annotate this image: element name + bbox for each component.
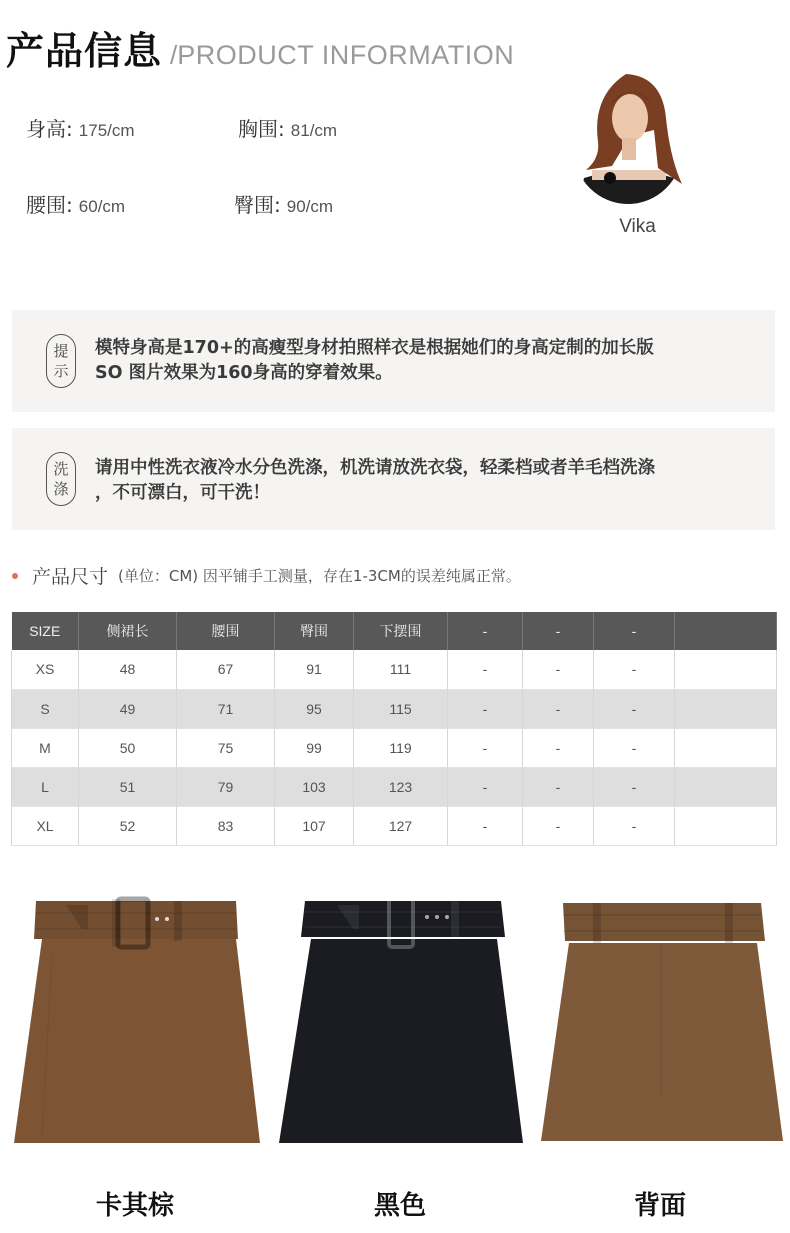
table-cell: - bbox=[523, 767, 594, 806]
table-cell: - bbox=[448, 650, 523, 689]
product-label-back: 背面 bbox=[633, 1191, 686, 1221]
table-cell: 67 bbox=[177, 650, 275, 689]
bust-value: 81/cm bbox=[290, 121, 338, 140]
table-cell: - bbox=[523, 806, 594, 845]
table-cell: 52 bbox=[79, 806, 177, 845]
notice-line-2: SO 图片效果为160身高的穿着效果。 bbox=[95, 363, 393, 383]
washing-line-2: ，不可漂白，可干洗！ bbox=[95, 483, 270, 503]
skirt-khaki-image bbox=[12, 895, 262, 1150]
table-cell: XL bbox=[12, 806, 79, 845]
model-hip bbox=[234, 189, 333, 218]
table-row bbox=[12, 806, 777, 845]
table-cell: - bbox=[594, 806, 675, 845]
table-cell: 91 bbox=[275, 650, 354, 689]
table-cell bbox=[675, 689, 777, 728]
table-cell: 123 bbox=[354, 767, 448, 806]
table-cell: 71 bbox=[177, 689, 275, 728]
table-cell: 119 bbox=[354, 728, 448, 767]
table-cell: S bbox=[12, 689, 79, 728]
model-bust bbox=[238, 113, 337, 142]
washing-badge-bottom: 涤 bbox=[53, 480, 69, 498]
header-cell: - bbox=[594, 612, 675, 650]
bust-label: 胸围: bbox=[238, 117, 285, 141]
model-waist bbox=[26, 189, 125, 218]
size-unit-note: (单位：CM) 因平铺手工测量，存在1-3CM的误差纯属正常。 bbox=[118, 567, 521, 585]
table-cell: - bbox=[448, 689, 523, 728]
model-name: Vika bbox=[619, 216, 656, 237]
table-cell: - bbox=[448, 728, 523, 767]
notice-badge-bottom: 示 bbox=[53, 362, 69, 380]
table-row bbox=[12, 689, 777, 728]
notice-text bbox=[95, 336, 775, 386]
waist-label: 腰围: bbox=[26, 193, 73, 217]
table-cell: 95 bbox=[275, 689, 354, 728]
table-cell: - bbox=[448, 767, 523, 806]
header-slash: / bbox=[170, 40, 178, 70]
table-cell: 103 bbox=[275, 767, 354, 806]
height-value: 175/cm bbox=[78, 121, 135, 140]
table-cell: - bbox=[523, 728, 594, 767]
washing-badge-top: 洗 bbox=[53, 460, 69, 478]
skirt-back-image bbox=[535, 895, 785, 1150]
model-height bbox=[26, 113, 135, 142]
skirt-black-image bbox=[275, 895, 525, 1150]
header-cell: SIZE bbox=[12, 612, 79, 650]
table-cell: 50 bbox=[79, 728, 177, 767]
header-cell: 臀围 bbox=[275, 612, 354, 650]
table-cell: 127 bbox=[354, 806, 448, 845]
notice-badge-top: 提 bbox=[53, 342, 69, 360]
table-cell: 115 bbox=[354, 689, 448, 728]
table-cell: - bbox=[594, 650, 675, 689]
notice-line-1: 模特身高是170+的高瘦型身材拍照样衣是根据她们的身高定制的加长版 bbox=[95, 338, 654, 358]
table-cell: L bbox=[12, 767, 79, 806]
table-cell: - bbox=[594, 728, 675, 767]
size-title-text: 产品尺寸 bbox=[32, 566, 109, 588]
table-cell: 48 bbox=[79, 650, 177, 689]
size-table bbox=[11, 612, 777, 846]
table-cell bbox=[675, 806, 777, 845]
table-cell: M bbox=[12, 728, 79, 767]
table-cell: XS bbox=[12, 650, 79, 689]
hip-label: 臀围: bbox=[234, 193, 281, 217]
table-cell: 107 bbox=[275, 806, 354, 845]
header-cell: - bbox=[523, 612, 594, 650]
table-cell: 79 bbox=[177, 767, 275, 806]
header-cell: - bbox=[448, 612, 523, 650]
table-row bbox=[12, 767, 777, 806]
table-cell: 83 bbox=[177, 806, 275, 845]
size-table-header bbox=[12, 612, 777, 650]
table-cell: - bbox=[594, 767, 675, 806]
notice-badge bbox=[46, 334, 76, 388]
waist-value: 60/cm bbox=[78, 197, 126, 216]
bullet-dot-icon bbox=[12, 573, 18, 579]
product-label-black: 黑色 bbox=[373, 1191, 426, 1221]
table-cell: - bbox=[523, 650, 594, 689]
header-title-en: PRODUCT INFORMATION bbox=[177, 40, 515, 70]
header-cell: 下摆围 bbox=[354, 612, 448, 650]
table-cell bbox=[675, 728, 777, 767]
table-row bbox=[12, 728, 777, 767]
washing-box bbox=[12, 428, 775, 530]
table-row bbox=[12, 650, 777, 689]
table-cell: 49 bbox=[79, 689, 177, 728]
hip-value: 90/cm bbox=[286, 197, 334, 216]
washing-line-1: 请用中性洗衣液冷水分色洗涤，机洗请放洗衣袋，轻柔档或者羊毛档洗涤 bbox=[95, 458, 655, 478]
size-section-title bbox=[12, 562, 521, 589]
table-cell: 75 bbox=[177, 728, 275, 767]
header-cell bbox=[675, 612, 777, 650]
model-avatar bbox=[570, 66, 688, 208]
table-cell: - bbox=[523, 689, 594, 728]
washing-badge bbox=[46, 452, 76, 506]
header-title-cn: 产品信息 bbox=[6, 29, 163, 73]
washing-text bbox=[95, 456, 775, 506]
table-cell: 51 bbox=[79, 767, 177, 806]
header-cell: 侧裙长 bbox=[79, 612, 177, 650]
table-cell bbox=[675, 650, 777, 689]
table-cell: 111 bbox=[354, 650, 448, 689]
table-cell: - bbox=[448, 806, 523, 845]
page-header bbox=[6, 20, 514, 75]
table-cell bbox=[675, 767, 777, 806]
product-label-khaki: 卡其棕 bbox=[95, 1191, 174, 1221]
notice-box bbox=[12, 310, 775, 412]
table-cell: 99 bbox=[275, 728, 354, 767]
height-label: 身高: bbox=[26, 117, 73, 141]
table-cell: - bbox=[594, 689, 675, 728]
header-cell: 腰围 bbox=[177, 612, 275, 650]
